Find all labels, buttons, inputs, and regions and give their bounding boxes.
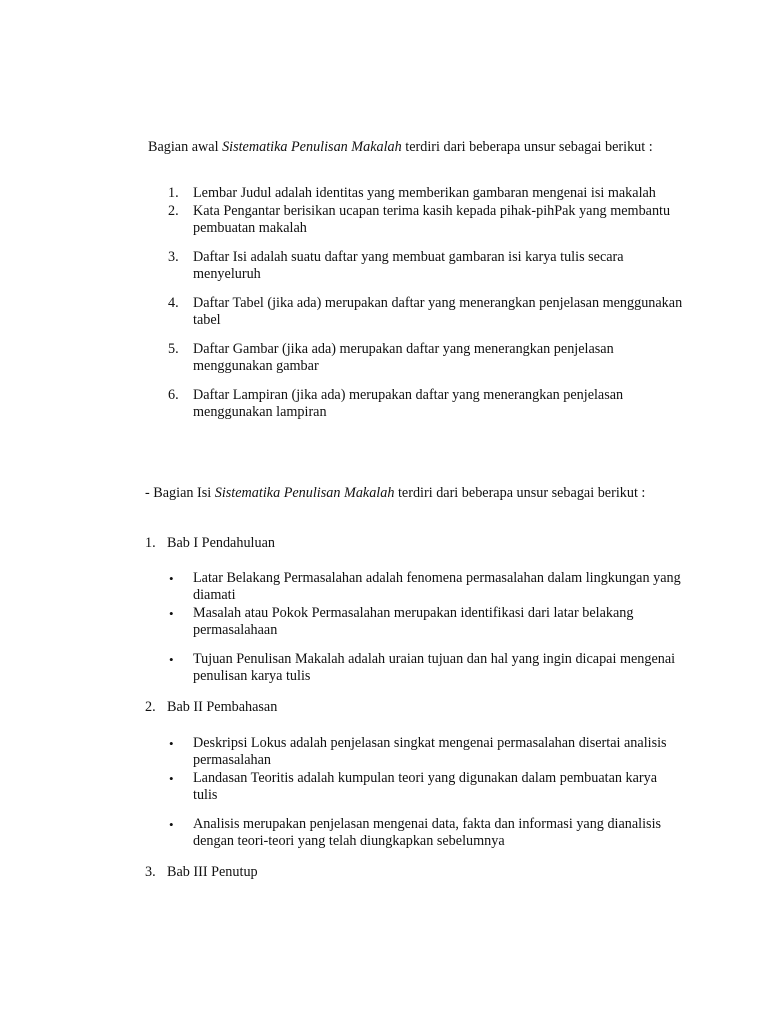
list-number: 6.	[168, 387, 179, 403]
list-item-text: Lembar Judul adalah identitas yang memberikan gambaran mengenai isi makalah	[193, 185, 656, 201]
list-item-text: Analisis merupakan penjelasan mengenai data, fakta dan informasi yang dianalisis dengan teori-teori yang telah diungkapkan sebelumnya	[193, 816, 662, 849]
list-number: 3.	[168, 249, 179, 265]
list-item	[163, 341, 683, 375]
list-item-text: Daftar Tabel (jika ada) merupakan daftar yang menerangkan penjelasan menggunakan tabel	[193, 295, 683, 328]
list-item	[163, 295, 683, 329]
bab3-title: Bab III Penutup	[167, 864, 258, 880]
bullet-icon: •	[169, 606, 174, 621]
list-item-text: Daftar Isi adalah suatu daftar yang membuat gambaran isi karya tulis secara menyeluruh	[193, 249, 624, 282]
list-item	[163, 816, 683, 850]
intro-isi-suffix: terdiri dari beberapa unsur sebagai berikut :	[397, 485, 646, 501]
intro-isi-prefix: - Bagian Isi	[145, 485, 212, 501]
list-item	[163, 570, 683, 604]
list-item-text: Deskripsi Lokus adalah penjelasan singkat mengenai permasalahan disertai analisis permasalahan	[193, 735, 667, 768]
intro-awal-italic: Sistematika Penulisan Makalah	[222, 139, 402, 155]
bab3-number: 3.	[145, 864, 156, 880]
list-item-text: Daftar Lampiran (jika ada) merupakan daftar yang menerangkan penjelasan menggunakan lampiran	[193, 387, 624, 420]
bab1-number: 1.	[145, 535, 156, 551]
bab3-heading	[145, 864, 258, 881]
list-number: 1.	[168, 185, 179, 201]
bagian-awal-list	[163, 185, 683, 421]
bullet-icon: •	[169, 571, 174, 586]
list-number: 2.	[168, 203, 179, 219]
bullet-icon: •	[169, 817, 174, 832]
list-item	[163, 249, 683, 283]
list-number: 5.	[168, 341, 179, 357]
list-item-text: Landasan Teoritis adalah kumpulan teori yang digunakan dalam pembuatan karya tulis	[193, 770, 658, 803]
list-item-text: Daftar Gambar (jika ada) merupakan daftar yang menerangkan penjelasan menggunakan gambar	[193, 341, 614, 374]
list-item-text: Masalah atau Pokok Permasalahan merupakan identifikasi dari latar belakang permasalahaan	[193, 605, 634, 638]
list-item	[163, 605, 683, 639]
intro-awal-paragraph	[148, 139, 668, 156]
bab2-heading	[145, 699, 277, 716]
list-item	[163, 651, 683, 685]
bab1-title: Bab I Pendahuluan	[167, 535, 275, 551]
intro-isi-paragraph	[145, 485, 665, 502]
list-number: 4.	[168, 295, 179, 311]
list-item-text: Tujuan Penulisan Makalah adalah uraian tujuan dan hal yang ingin dicapai mengenai penulisan karya tulis	[193, 651, 676, 684]
bab2-list	[163, 735, 683, 850]
intro-awal-prefix: Bagian awal	[148, 139, 219, 155]
bab1-list	[163, 570, 683, 685]
list-item	[163, 770, 683, 804]
intro-isi-italic: Sistematika Penulisan Makalah	[214, 485, 395, 501]
intro-awal-suffix: terdiri dari beberapa unsur sebagai berikut :	[405, 139, 653, 155]
bab2-title: Bab II Pembahasan	[167, 699, 278, 715]
list-item	[163, 735, 683, 769]
list-item	[163, 185, 683, 202]
bullet-icon: •	[169, 652, 174, 667]
bab1-heading	[145, 535, 275, 552]
bab2-number: 2.	[145, 699, 156, 715]
list-item-text: Latar Belakang Permasalahan adalah fenomena permasalahan dalam lingkungan yang diamati	[193, 570, 681, 603]
list-item	[163, 387, 683, 421]
list-item	[163, 203, 683, 237]
bullet-icon: •	[169, 771, 174, 786]
bullet-icon: •	[169, 736, 174, 751]
list-item-text: Kata Pengantar berisikan ucapan terima kasih kepada pihak-pihPak yang membantu pembuatan makalah	[193, 203, 671, 236]
